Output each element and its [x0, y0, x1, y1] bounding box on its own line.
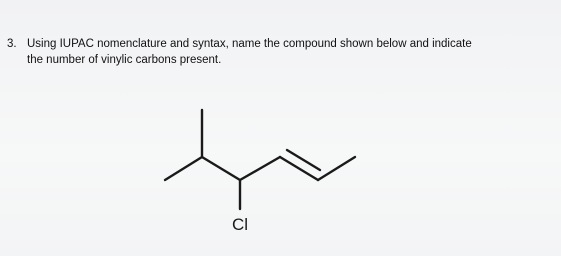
double-bond-main: [280, 157, 318, 180]
bond-to-chloro-carbon: [202, 157, 240, 180]
bond-terminal-methyl: [318, 157, 355, 180]
double-bond-inner: [287, 150, 320, 170]
bond-left-methyl: [165, 157, 202, 180]
chlorine-atom-label: Cl: [231, 215, 249, 234]
bond-to-vinylic-carbon: [240, 157, 280, 180]
question-text-line-1: Using IUPAC nomenclature and syntax, name the compound shown below and indicate: [27, 38, 472, 50]
question-number: 3.: [7, 38, 17, 50]
question-text-line-2: the number of vinylic carbons present.: [27, 54, 222, 66]
